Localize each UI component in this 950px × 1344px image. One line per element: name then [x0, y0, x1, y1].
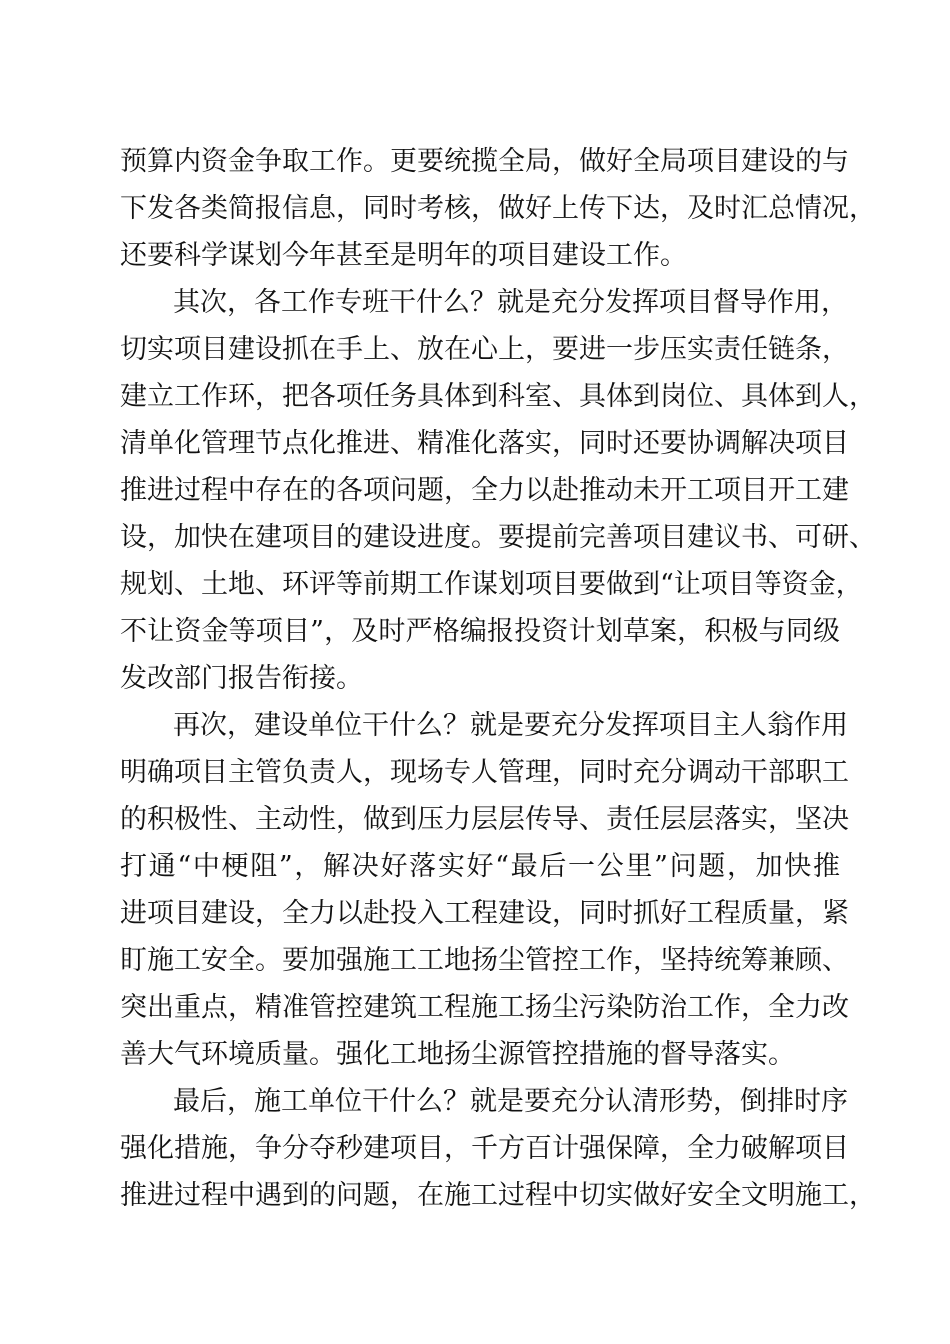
- text-line: 发改部门报告衔接。: [120, 663, 363, 694]
- text-line: 规划、土地、环评等前期工作谋划项目要做到“让项目等资金，: [120, 569, 863, 600]
- text-line: 预算内资金争取工作。更要统揽全局，做好全局项目建设的与: [120, 146, 849, 177]
- text-line: 最后，施工单位干什么？就是要充分认清形势，倒排时序: [173, 1086, 848, 1117]
- text-line: 设，加快在建项目的建设进度。要提前完善项目建议书、可研、: [120, 522, 876, 553]
- text-line: 盯施工安全。要加强施工工地扬尘管控工作，坚持统筹兼顾、: [120, 945, 849, 976]
- text-line: 不让资金等项目”，及时严格编报投资计划草案，积极与同级: [120, 616, 840, 647]
- text-line: 进项目建设，全力以赴投入工程建设，同时抓好工程质量，紧: [120, 898, 849, 929]
- text-line: 建立工作环，把各项任务具体到科室、具体到岗位、具体到人，: [120, 381, 876, 412]
- text-line: 强化措施，争分夺秒建项目，千方百计强保障，全力破解项目: [120, 1133, 849, 1164]
- text-line: 推进过程中遇到的问题，在施工过程中切实做好安全文明施工，: [120, 1180, 876, 1211]
- text-line: 明确项目主管负责人，现场专人管理，同时充分调动干部职工: [120, 757, 849, 788]
- text-line: 其次，各工作专班干什么？就是充分发挥项目督导作用，: [173, 287, 848, 318]
- text-line: 推进过程中存在的各项问题，全力以赴推动未开工项目开工建: [120, 475, 849, 506]
- text-line: 打通“中梗阻”，解决好落实好“最后一公里”问题，加快推: [120, 851, 840, 882]
- text-line: 善大气环境质量。强化工地扬尘源管控措施的督导落实。: [120, 1039, 795, 1070]
- text-line: 清单化管理节点化推进、精准化落实，同时还要协调解决项目: [120, 428, 849, 459]
- text-line: 还要科学谋划今年甚至是明年的项目建设工作。: [120, 240, 687, 271]
- text-line: 下发各类简报信息，同时考核，做好上传下达，及时汇总情况，: [120, 193, 876, 224]
- text-line: 突出重点，精准管控建筑工程施工扬尘污染防治工作，全力改: [120, 992, 849, 1023]
- text-line: 的积极性、主动性，做到压力层层传导、责任层层落实，坚决: [120, 804, 849, 835]
- text-line: 切实项目建设抓在手上、放在心上，要进一步压实责任链条，: [120, 334, 849, 365]
- text-line: 再次，建设单位干什么？就是要充分发挥项目主人翁作用: [173, 710, 848, 741]
